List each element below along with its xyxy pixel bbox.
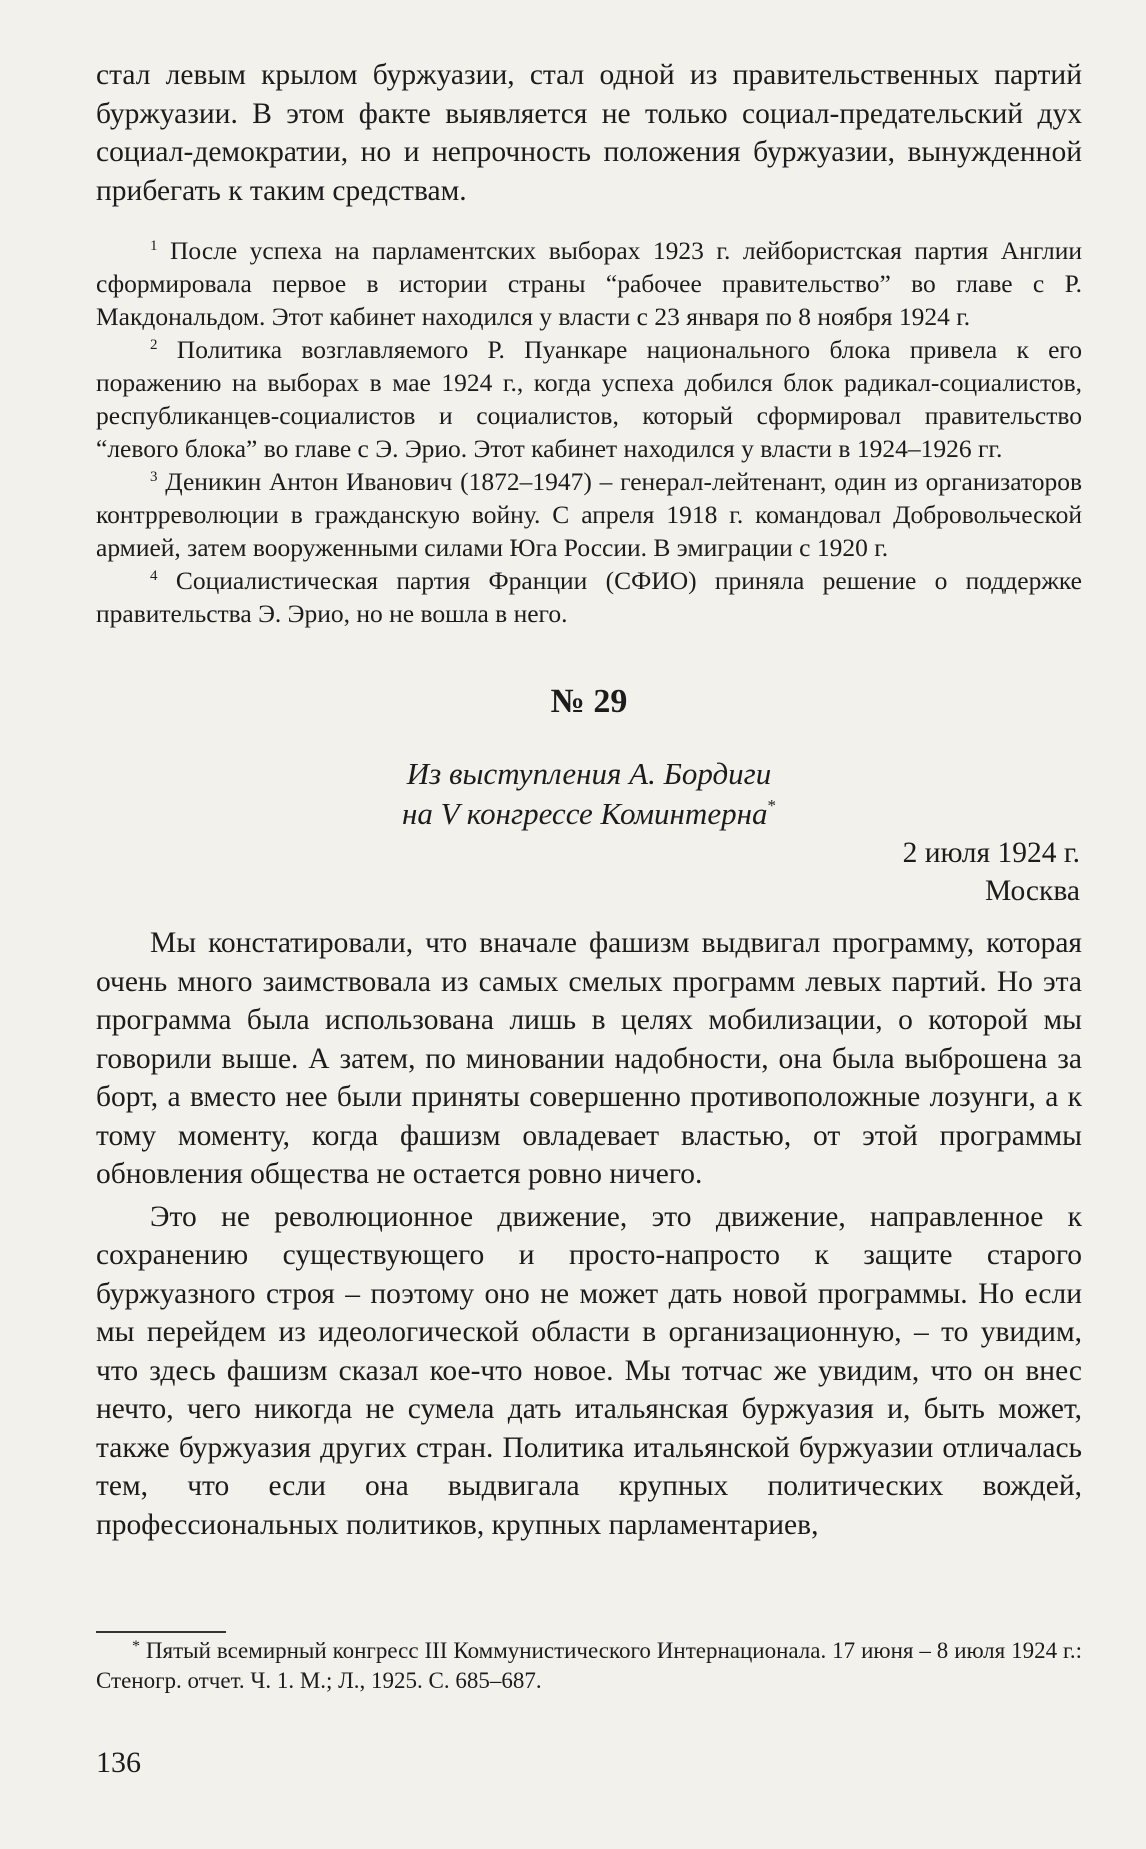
endnote-number: 1 — [150, 238, 158, 254]
footnote-reference: * — [767, 796, 776, 815]
endnote-number: 2 — [150, 337, 158, 353]
endnote-text: Социалистическая партия Франции (СФИО) приняла решение о поддержке правительства Э. Эрио, но не вошла в него. — [96, 566, 1083, 628]
endnote-text: После успеха на парламентских выборах 1923 г. лейбористская партия Англии сформировала первое в истории страны “рабочее правительство” во главе с Р. Макдональдом. Этот кабинет находился у власти с 23 января по 8 ноября 1924 г. — [96, 236, 1083, 331]
endnotes — [96, 234, 1082, 630]
document-place: Москва — [984, 875, 1080, 907]
footnote-divider — [96, 1631, 226, 1633]
speech-text — [96, 924, 1082, 1544]
footnote-mark: * — [132, 1638, 140, 1655]
endnote-text: Политика возглавляемого Р. Пуанкаре национального блока привела к его поражению на выборах в мае 1924 г., когда успеха добился блок радикал-социалистов, республиканцев-социалистов и социалистов, который сформировал правительство “левого блока” во главе с Э. Эрио. Этот кабинет находился у власти в 1924–1926 гг. — [96, 335, 1083, 463]
document-title — [96, 754, 1082, 834]
speech-paragraph: Мы констатировали, что вначале фашизм выдвигал программу, которая очень много заимствовала из самых смелых программ левых партий. Но эта программа была использована лишь в целях мобилизации, о которой мы говорили выше. А затем, по миновании надобности, она была выброшена за борт, а вместо нее были приняты совершенно противоположные лозунги, а к тому моменту, когда фашизм овладевает властью, от этой программы обновления общества не остается ровно ничего. — [96, 927, 1082, 1190]
footnote — [96, 1636, 1082, 1696]
endnote — [96, 333, 1082, 465]
document-title-line-2 — [96, 794, 1082, 834]
document-date: 2 июля 1924 г. — [902, 837, 1080, 869]
page-number: 136 — [96, 1746, 141, 1779]
continuation-paragraph: стал левым крылом буржуазии, стал одной из правительственных партий буржуазии. В этом факте выявляется не только социал-предательский дух социал-демократии, но и непрочность положения буржуазии, вынужденной прибегать к таким средствам. — [96, 59, 1082, 207]
document-number: № 29 — [550, 683, 628, 720]
document-title-line-1: Из выступления А. Бордиги — [406, 756, 772, 791]
endnote-number: 4 — [150, 568, 158, 584]
endnote-number: 3 — [150, 469, 158, 485]
endnote — [96, 564, 1082, 630]
endnote — [96, 465, 1082, 564]
endnote — [96, 234, 1082, 333]
speech-paragraph: Это не революционное движение, это движение, направленное к сохранению существующего и просто-напросто к защите старого буржуазного строя – поэтому оно не может дать новой программы. Но если мы перейдем из идеологической области в организационную, – то увидим, что здесь фашизм сказал кое-что новое. Мы тотчас же увидим, что он внес нечто, чего никогда не сумела дать итальянская буржуазия и, быть может, также буржуазия других стран. Политика итальянской буржуазии отличалась тем, что если она выдвигала крупных политических вождей, профессиональных политиков, крупных парламентариев, — [96, 1200, 1082, 1541]
footnote-text: Пятый всемирный конгресс III Коммунистического Интернационала. 17 июня – 8 июля 1924 г.: Стеногр. отчет. Ч. 1. М.; Л., 1925. С. 685–687. — [96, 1638, 1083, 1693]
text-column — [96, 56, 1082, 1544]
endnote-text: Деникин Антон Иванович (1872–1947) – генерал-лейтенант, один из организаторов контрреволюции в гражданскую войну. С апреля 1918 г. командовал Добровольческой армией, затем вооруженными силами Юга России. В эмиграции с 1920 г. — [96, 467, 1082, 562]
document-title-line-2-text: на V конгрессе Коминтерна — [402, 796, 768, 831]
